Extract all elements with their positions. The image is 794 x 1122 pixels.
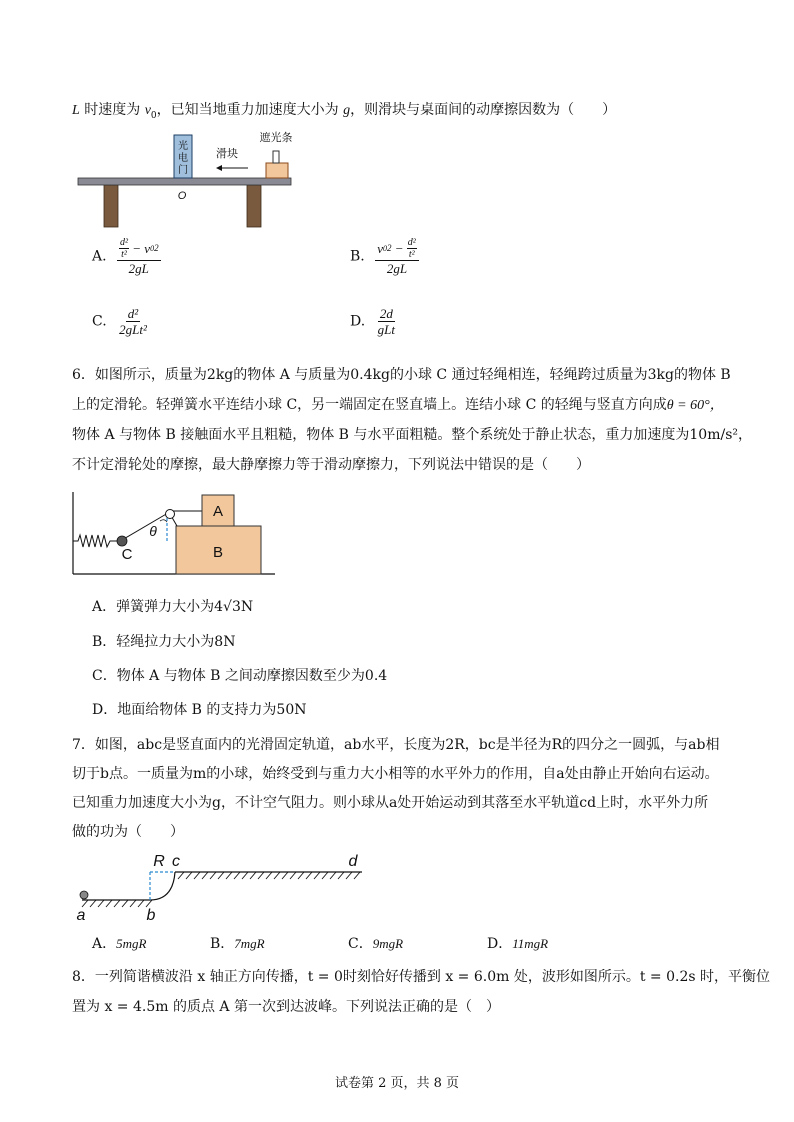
q8-line-1: 8．一列简谐横波沿 x 轴正方向传播，t = 0时刻恰好传播到 x = 6.0m 处，波形如图所示。t = 0.2s 时，平衡位: [72, 969, 770, 985]
q7-option-b-value: 7mgR: [234, 936, 265, 951]
q5-text-f: ，则滑块与桌面间的动摩擦因数为（ ）: [350, 102, 617, 118]
q7-line-1: 7．如图，abc是竖直面内的光滑固定轨道，ab水平，长度为2R，bc是半径为R的四分之一圆弧，与ab相: [72, 737, 720, 753]
q7-option-c-value: 9mgR: [372, 936, 404, 951]
q8-line-2: 置为 x = 4.5m 的质点 A 第一次到达波峰。下列说法正确的是（ ）: [72, 999, 500, 1015]
q5-var-l: L: [72, 103, 80, 118]
q7-option-a[interactable]: [92, 935, 146, 953]
q7-line-4: 做的功为（ ）: [72, 824, 184, 840]
q5-option-b-expr: v 0 2 − $\frac{\text{d²}}{\text{t²}}$ 2gL: [375, 237, 419, 276]
q7-label-c: c: [172, 853, 180, 870]
q6-figure: [70, 490, 280, 580]
q5-origin-label: O: [177, 190, 187, 202]
q6-label-c: C: [121, 546, 133, 563]
q5-var-g: g: [343, 103, 351, 118]
q5-option-c[interactable]: [92, 306, 149, 337]
q5-option-d-letter: D.: [350, 313, 366, 330]
q5-text-d: ，已知当地重力加速度大小为: [156, 102, 344, 118]
q5-var-v-sub: 0: [150, 110, 157, 121]
q7-label-b: b: [146, 907, 156, 924]
q6-line-2-text: 上的定滑轮。轻弹簧水平连结小球 C，另一端固定在竖直墙上。连结小球 C 的轻绳与竖直方向成: [72, 397, 667, 413]
q7-option-b[interactable]: [210, 935, 265, 953]
q6-option-d[interactable]: D．地面给物体 B 的支持力为50N: [92, 702, 307, 718]
q5-option-a[interactable]: [92, 237, 161, 276]
q5-option-d-expr: $\frac{2d}{\text{gLt}}$: [377, 306, 395, 337]
q7-option-c-letter: C．: [348, 936, 373, 952]
q7-label-r: R: [153, 853, 165, 870]
q5-strip-label: 遮光条: [259, 132, 293, 144]
q5-option-c-expr: $\frac{\text{d²}}{\text{2gLt²}}$: [119, 306, 147, 337]
q6-line-2-math: θ = 60°，: [666, 398, 724, 413]
q7-option-a-letter: A．: [92, 936, 117, 952]
q7-line-3: 已知重力加速度大小为g，不计空气阻力。则小球从a处开始运动到其落至水平轨道cd上时，水平外力所: [72, 795, 709, 811]
q7-figure: [70, 848, 370, 923]
q5-var-v: v: [144, 103, 151, 118]
q7-option-b-letter: B．: [210, 936, 235, 952]
q5-option-b-letter: B.: [350, 248, 365, 265]
q5-option-a-letter: A.: [92, 248, 107, 265]
q5-text-b: 时速度为: [79, 102, 145, 118]
q6-line-3: 物体 A 与物体 B 接触面水平且粗糙，物体 B 与水平面粗糙。整个系统处于静止状态，重力加速度为10m/s²，: [72, 427, 752, 443]
q6-option-b[interactable]: B．轻绳拉力大小为8N: [92, 634, 236, 650]
q7-label-d: d: [348, 853, 358, 870]
q7-option-d[interactable]: [487, 935, 548, 953]
q5-option-b[interactable]: [350, 237, 419, 276]
q7-option-d-value: 11mgR: [512, 936, 549, 951]
q7-option-c[interactable]: [348, 935, 403, 953]
q7-label-a: a: [76, 907, 86, 924]
q7-option-a-value: 5mgR: [116, 936, 147, 951]
q6-line-1: 6．如图所示，质量为2kg的物体 A 与质量为0.4kg的小球 C 通过轻绳相连，轻绳跨过质量为3kg的物体 B: [72, 367, 731, 383]
q6-line-2: [72, 396, 724, 415]
q7-option-d-letter: D．: [487, 936, 513, 952]
q6-label-b: B: [212, 544, 224, 561]
q6-line-4: 不计定滑轮处的摩擦，最大静摩擦力等于滑动摩擦力，下列说法中错误的是（ ）: [72, 457, 590, 473]
q5-tail-line: [72, 101, 616, 125]
q5-option-d[interactable]: [350, 306, 397, 337]
q5-option-a-expr: $\frac{\text{d²}}{\text{t²}}$ − v 0 2 2gL: [117, 237, 161, 276]
q5-gate-label: 光: [178, 141, 188, 152]
q6-option-a[interactable]: A．弹簧弹力大小为4√3N: [92, 599, 254, 615]
q5-slider-label: 滑块: [216, 148, 238, 160]
q6-label-theta: θ: [149, 523, 157, 539]
page-footer: 试卷第 2 页，共 8 页: [334, 1076, 460, 1091]
q7-line-2: 切于b点。一质量为m的小球，始终受到与重力大小相等的水平外力的作用，自a处由静止开始向右运动。: [72, 766, 719, 782]
q5-gate-label-3: 门: [178, 165, 188, 176]
q5-option-c-letter: C.: [92, 313, 107, 330]
q6-option-c[interactable]: C．物体 A 与物体 B 之间动摩擦因数至少为0.4: [92, 668, 388, 684]
q5-gate-label-2: 电: [178, 153, 188, 164]
q6-label-a: A: [212, 503, 224, 520]
q5-figure: [70, 125, 300, 230]
